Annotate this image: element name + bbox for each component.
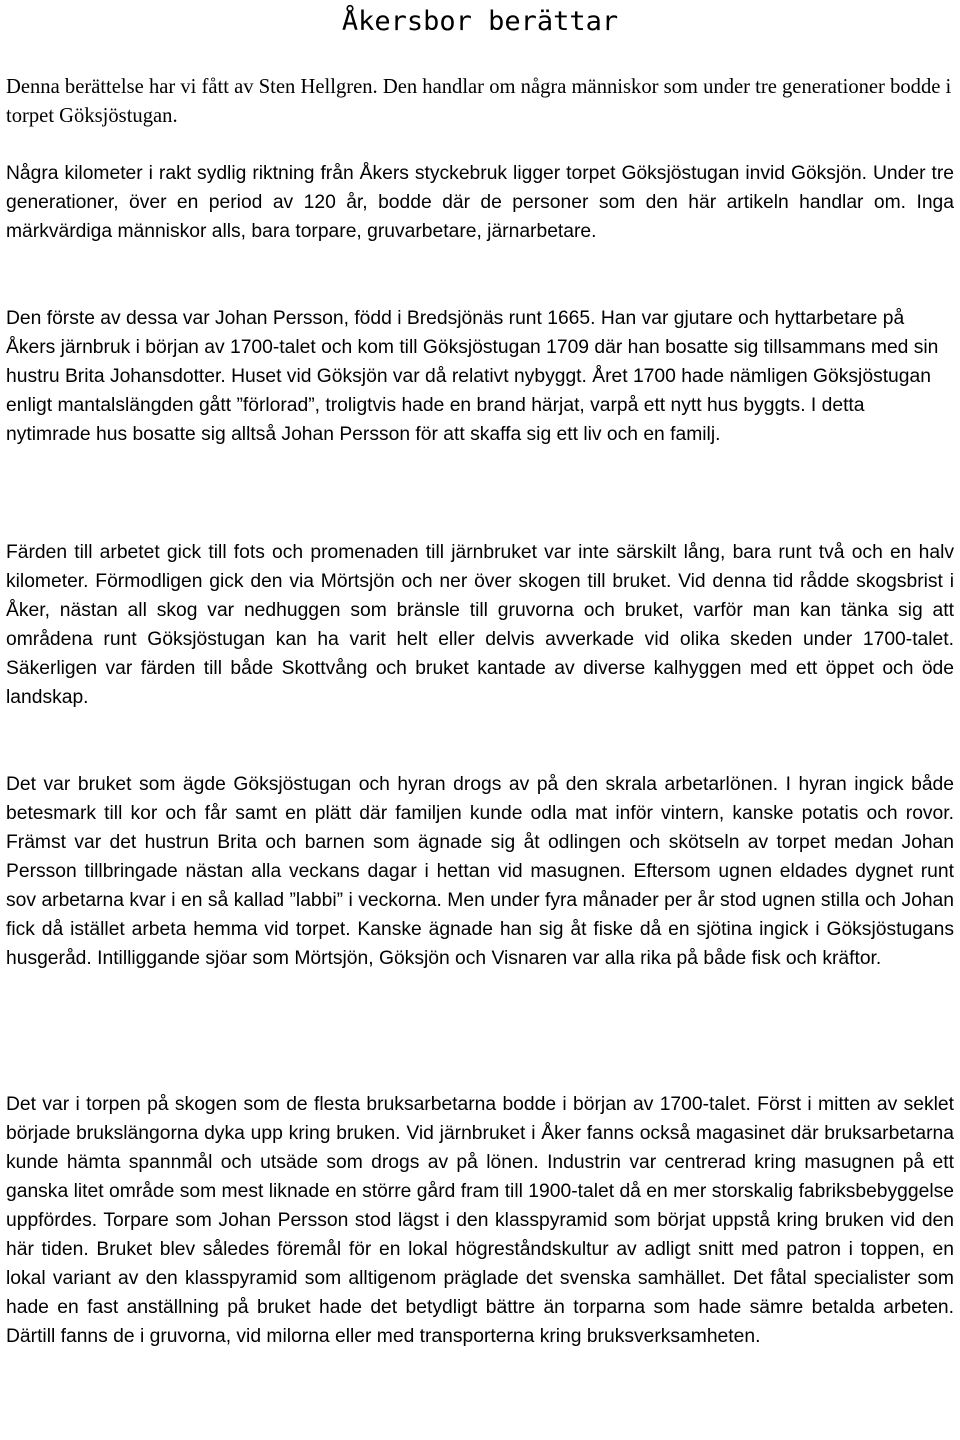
paragraph-3: Färden till arbetet gick till fots och promenaden till järnbruket var inte särskilt lång, bara runt två och en halv kilometer. Förmodligen gick den via Mörtsjön och ner över skogen till bruket. Vid denna tid rådde skogsbrist i Åker, nästan all skog var nedhuggen som bränsle till gruvorna och bruket, varför man kan tänka sig att områdena runt Göksjöstugan kan ha varit helt eller delvis avverkade vid olika skeden under 1700-talet. Säkerligen var färden till både Skottvång och bruket kantade av diverse kalhyggen med ett öppet och öde landskap. <box>6 542 954 708</box>
paragraph-4: Det var bruket som ägde Göksjöstugan och hyran drogs av på den skrala arbetarlönen. I hyran ingick både betesmark till kor och får samt en plätt där familjen kunde odla mat inför vintern, kanske potatis och rovor. Främst var det hustrun Brita och barnen som ägnade sig åt odlingen och skötseln av torpet medan Johan Persson tillbringade nästan alla veckans dagar i hettan vid masugnen. Eftersom ugnen eldades dygnet runt sov arbetarna kvar i en så kallad ”labbi” i veckorna. Men under fyra månader per år stod ugnen stilla och Johan fick då istället arbeta hemma vid torpet. Kanske ägnade han sig åt fiske då en sjötina ingick i Göksjöstugans husgeråd. Intilliggande sjöar som Mörtsjön, Göksjön och Visnaren var alla rika på både fisk och kräftor. <box>6 774 954 969</box>
intro-paragraph: Denna berättelse har vi fått av Sten Hellgren. Den handlar om några människor som under tre generationer bodde i torpet Göksjöstugan. <box>6 76 952 127</box>
page-title: Åkersbor berättar <box>341 6 619 37</box>
paragraph-2: Den förste av dessa var Johan Persson, född i Bredsjönäs runt 1665. Han var gjutare och hyttarbetare på Åkers järnbruk i början av 1700-talet och kom till Göksjöstugan 1709 där han bosatte sig tillsammans med sin hustru Brita Johansdotter. Huset vid Göksjön var då relativt nybyggt. Året 1700 hade nämligen Göksjöstugan enligt mantalslängden gått ”förlorad”, troligtvis hade en brand härjat, varpå ett nytt hus byggts. I detta nytimrade hus bosatte sig alltså Johan Persson för att skaffa sig ett liv och en familj. <box>6 308 939 445</box>
paragraph-1: Några kilometer i rakt sydlig riktning från Åkers styckebruk ligger torpet Göksjöstugan invid Göksjön. Under tre generationer, över en period av 120 år, bodde där de personer som den här artikeln handlar om. Inga märkvärdiga människor alls, bara torpare, gruvarbetare, järnarbetare. <box>6 163 954 242</box>
paragraph-5: Det var i torpen på skogen som de flesta bruksarbetarna bodde i början av 1700-talet. Först i mitten av seklet började brukslängorna dyka upp kring bruken. Vid järnbruket i Åker fanns också magasinet där bruksarbetarna kunde hämta spannmål och utsäde som drogs av på lönen. Industrin var centrerad kring masugnen på ett ganska litet område som mest liknade en större gård fram till 1900-talet då en mer storskalig fabriksbebyggelse uppfördes. Torpare som Johan Persson stod lägst i den klasspyramid som börjat uppstå kring bruken vid den här tiden. Bruket blev således föremål för en lokal högreståndskultur av adligt snitt med patron i toppen, en lokal variant av den klasspyramid som alltigenom präglade det svenska samhället. Det fåtal specialister som hade en fast anställning på bruket hade det betydligt bättre än torparna som hade sämre betalda arbeten. Därtill fanns de i gruvorna, vid milorna eller med transporterna kring bruksverksamheten. <box>6 1094 954 1347</box>
